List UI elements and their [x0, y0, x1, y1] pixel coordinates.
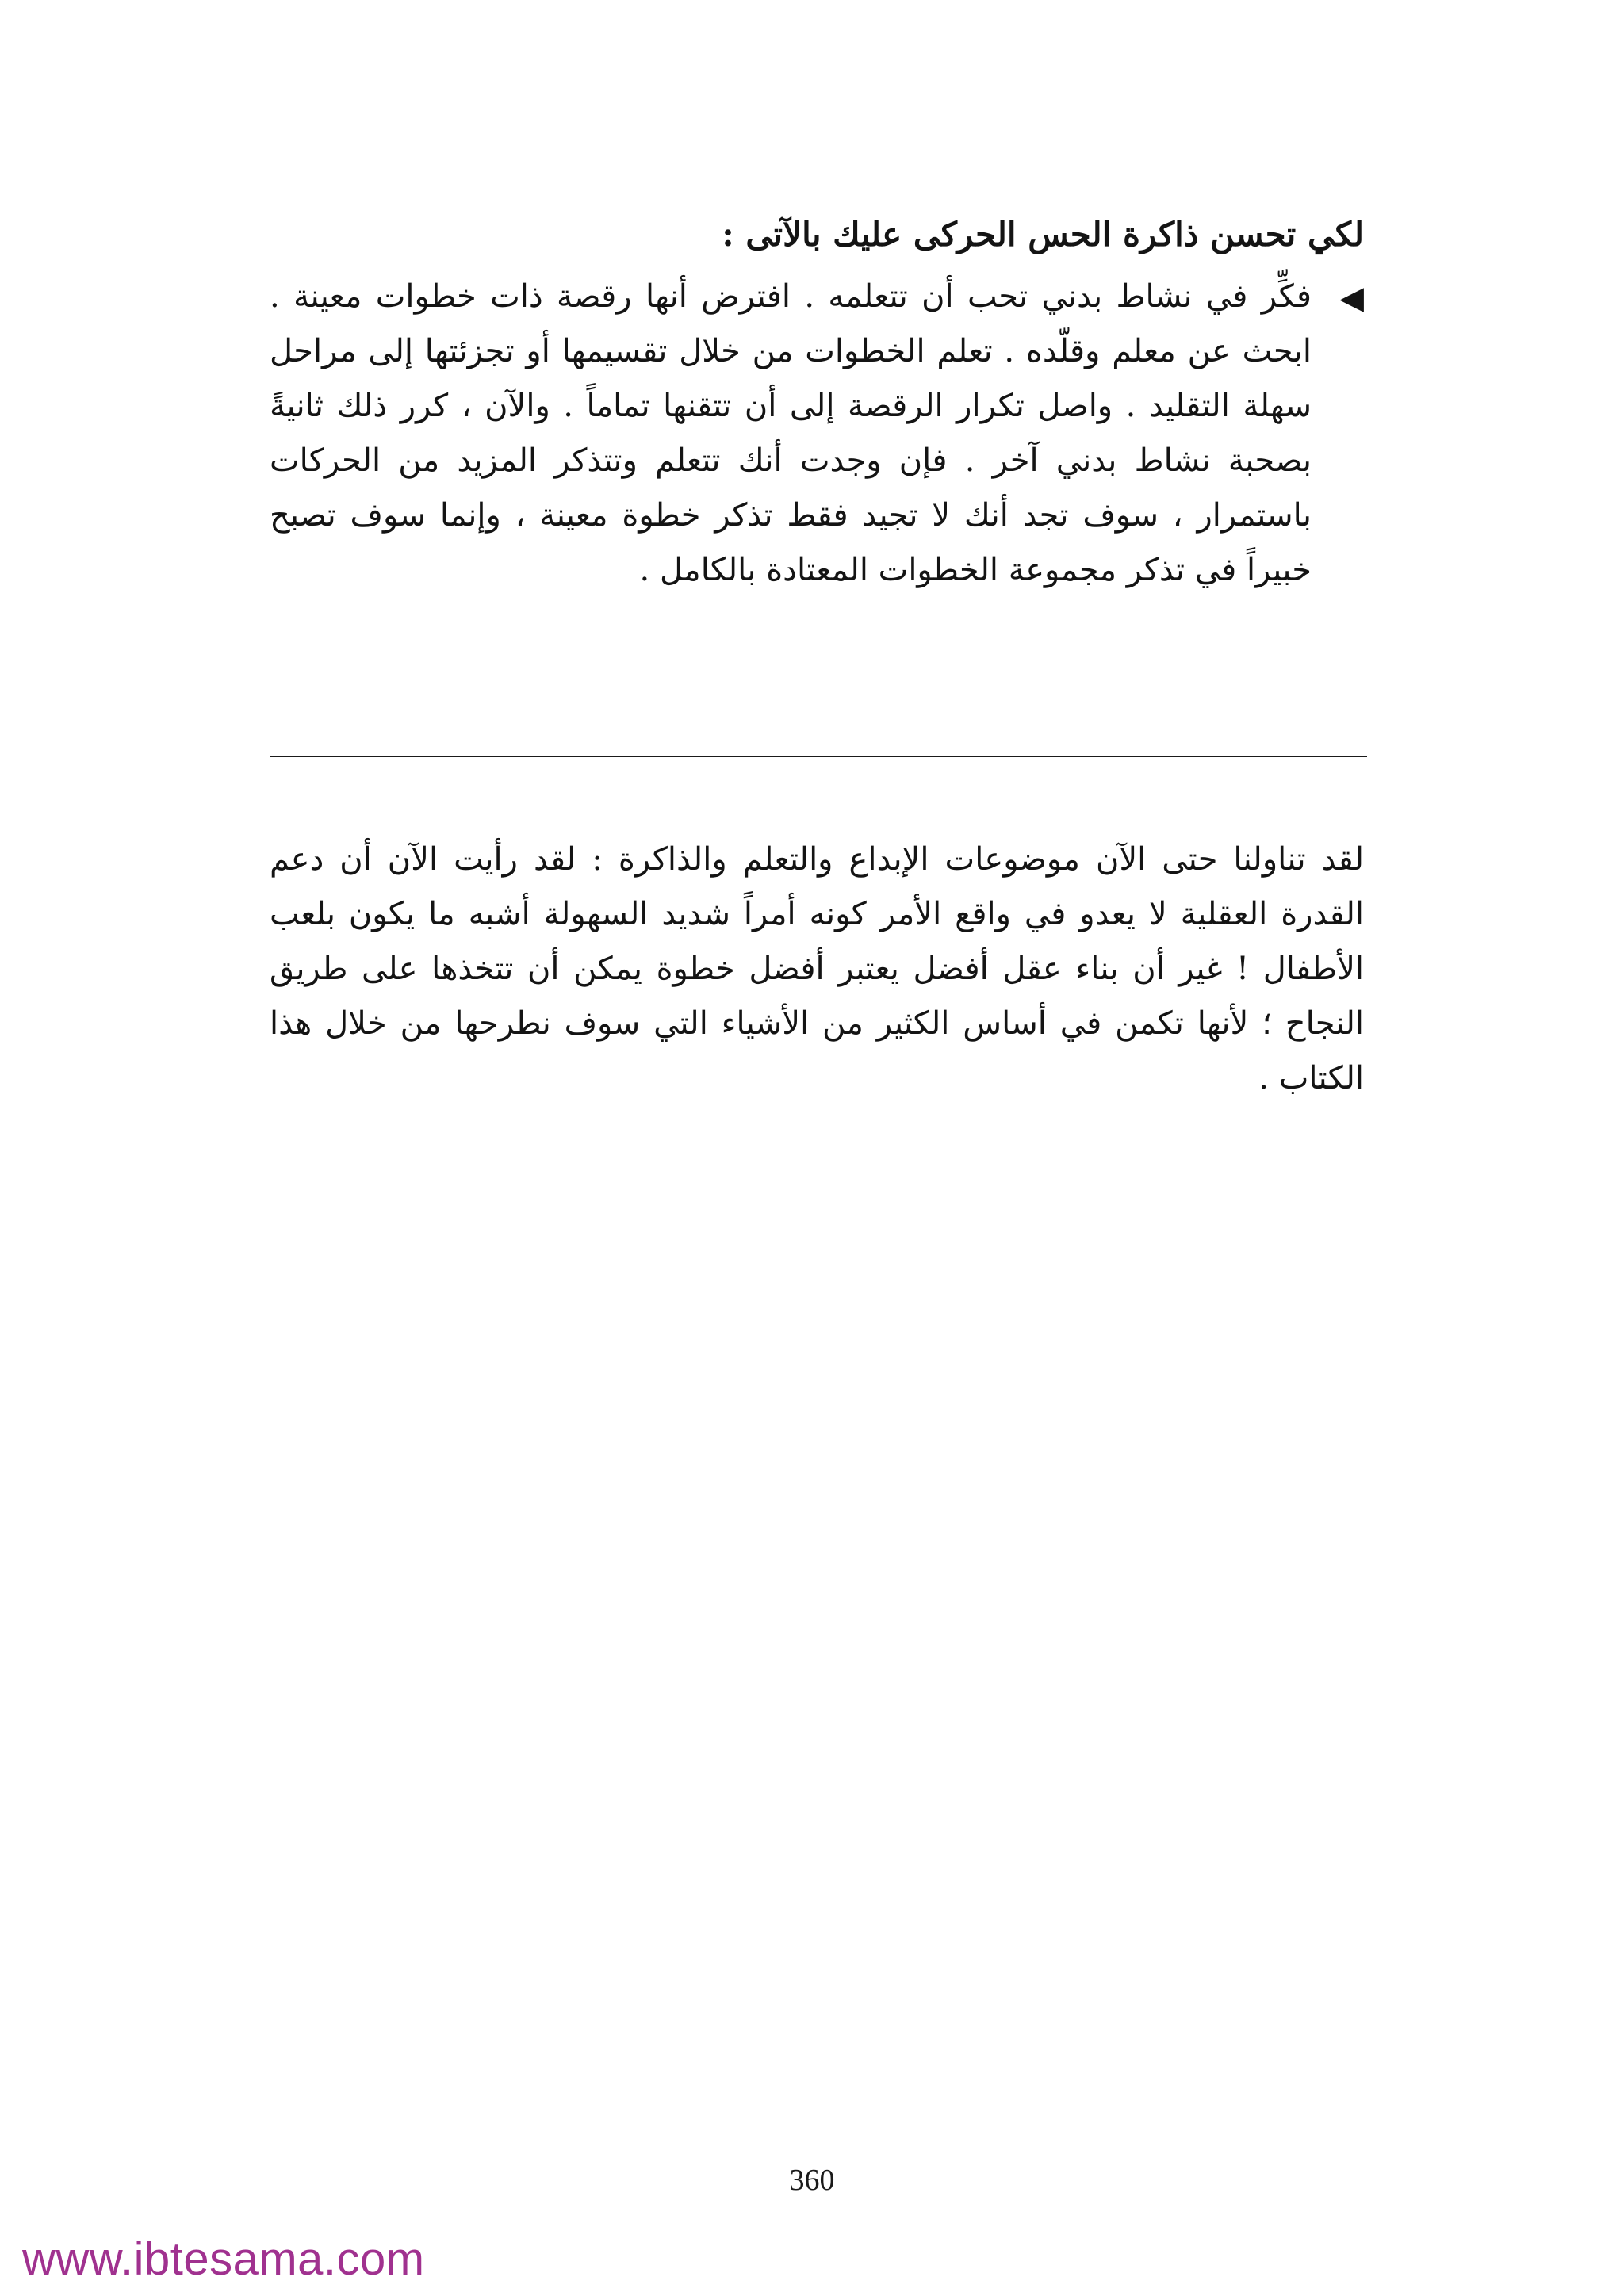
section-heading: لكي تحسن ذاكرة الحس الحركى عليك بالآتى :	[722, 215, 1364, 254]
section-divider	[270, 756, 1367, 757]
bullet-text: فكِّر في نشاط بدني تحب أن تتعلمه . افترض أنها رقصة ذات خطوات معينة . ابحث عن معلم وقلّده . تعلم الخطوات من خلال تقسيمها أو تجزئتها إلى مراحل سهلة التقليد . واصل تكرار الرقصة إلى أن تتقنها تماماً . والآن ، كرر ذلك ثانيةً بصحبة نشاط بدني آخر . فإن وجدت أنك تتعلم وتتذكر المزيد من الحركات باستمرار ، سوف تجد أنك لا تجيد فقط تذكر خطوة معينة ، وإنما سوف تصبح خبيراً في تذكر مجموعة الخطوات المعتادة بالكامل .	[270, 278, 1312, 588]
body-paragraph: لقد تناولنا حتى الآن موضوعات الإبداع والتعلم والذاكرة : لقد رأيت الآن أن دعم القدرة العقلية لا يعدو في واقع الأمر كونه أمراً شديد السهولة أشبه ما يكون بلعب الأطفال ! غير أن بناء عقل أفضل يعتبر أفضل خطوة يمكن أن تتخذها على طريق النجاح ؛ لأنها تكمن في أساس الكثير من الأشياء التي سوف نطرحها من خلال هذا الكتاب .	[270, 841, 1364, 1096]
bullet-item	[270, 270, 1364, 598]
left-pointing-triangle-icon: ◀	[1339, 280, 1364, 316]
page-number: 360	[789, 2164, 835, 2197]
watermark-link[interactable]: www.ibtesama.com	[22, 2233, 425, 2285]
